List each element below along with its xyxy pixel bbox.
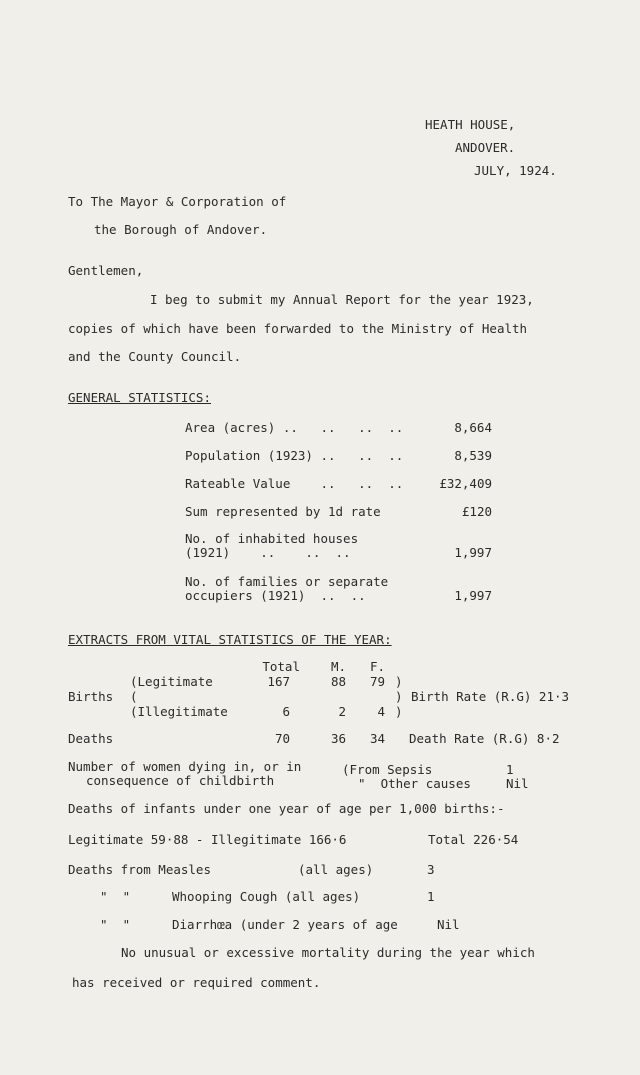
penny-rate-label: Sum represented by 1d rate: [185, 504, 381, 519]
rateable-value-value: £32,409: [439, 476, 492, 491]
vital-statistics-heading: EXTRACTS FROM VITAL STATISTICS OF THE YEAR:: [68, 632, 392, 647]
col-total-header: Total: [262, 659, 300, 674]
maternal-other-value: Nil: [506, 776, 529, 791]
recipient-line-1: To The Mayor & Corporation of: [68, 194, 287, 209]
families-value: 1,997: [454, 588, 492, 603]
legitimate-m: 88: [330, 674, 346, 689]
penny-rate-value: £120: [461, 504, 492, 519]
paren-open: (: [130, 689, 138, 704]
infant-mortality-rates: Legitimate 59·88 - Illegitimate 166·6: [68, 832, 347, 847]
intro-line-1: I beg to submit my Annual Report for the year 1923,: [150, 292, 534, 307]
illegitimate-label: (Illegitimate: [130, 704, 228, 719]
measles-ages: (all ages): [298, 862, 374, 877]
infant-mortality-heading: Deaths of infants under one year of age per 1,000 births:-: [68, 801, 505, 816]
illegitimate-m: 2: [338, 704, 346, 719]
deaths-total: 70: [274, 731, 290, 746]
paren-close-2: ): [395, 689, 403, 704]
legitimate-f: 79: [369, 674, 385, 689]
general-statistics-heading: GENERAL STATISTICS:: [68, 390, 211, 405]
deaths-label: Deaths: [68, 731, 114, 746]
whooping-label: Whooping Cough (all ages): [172, 889, 361, 904]
families-label-2: occupiers (1921) .. ..: [185, 588, 366, 603]
diarrhoea-value: Nil: [437, 917, 460, 932]
deaths-m: 36: [330, 731, 346, 746]
death-rate: Death Rate (R.G) 8·2: [409, 731, 560, 746]
infant-mortality-total: Total 226·54: [428, 832, 519, 847]
maternal-line-2: consequence of childbirth: [86, 773, 275, 788]
whooping-ditto: " ": [100, 889, 131, 904]
birth-rate: Birth Rate (R.G) 21·3: [411, 689, 570, 704]
paren-close-1: ): [395, 674, 403, 689]
measles-value: 3: [427, 862, 435, 877]
address-line-2: ANDOVER.: [455, 140, 516, 155]
diarrhoea-label: Diarrhœa (under 2 years of age: [172, 917, 398, 932]
population-value: 8,539: [454, 448, 492, 463]
maternal-sepsis-label: (From Sepsis: [342, 762, 433, 777]
intro-line-2: copies of which have been forwarded to the Ministry of Health: [68, 321, 528, 336]
families-label: No. of families or separate: [185, 574, 389, 589]
salutation: Gentlemen,: [68, 263, 144, 278]
deaths-f: 34: [369, 731, 385, 746]
address-line-1: HEATH HOUSE,: [425, 117, 516, 132]
measles-label: Deaths from Measles: [68, 862, 211, 877]
illegitimate-total: 6: [282, 704, 290, 719]
legitimate-total: 167: [267, 674, 290, 689]
illegitimate-f: 4: [377, 704, 385, 719]
births-label: Births: [68, 689, 114, 704]
diarrhoea-ditto: " ": [100, 917, 131, 932]
inhabited-houses-label-2: (1921) .. .. ..: [185, 545, 351, 560]
maternal-sepsis-value: 1: [506, 762, 514, 777]
area-label: Area (acres) .. .. .. ..: [185, 420, 404, 435]
area-value: 8,664: [454, 420, 492, 435]
recipient-line-2: the Borough of Andover.: [94, 222, 268, 237]
maternal-line-1: Number of women dying in, or in: [68, 759, 302, 774]
maternal-other-label: " Other causes: [358, 776, 471, 791]
inhabited-houses-value: 1,997: [454, 545, 492, 560]
rateable-value-label: Rateable Value .. .. ..: [185, 476, 404, 491]
intro-line-3: and the County Council.: [68, 349, 242, 364]
closing-line-1: No unusual or excessive mortality during the year which: [121, 945, 535, 960]
whooping-value: 1: [427, 889, 435, 904]
col-f-header: F.: [369, 659, 385, 674]
letter-date: JULY, 1924.: [474, 163, 557, 178]
legitimate-label: (Legitimate: [130, 674, 213, 689]
closing-line-2: has received or required comment.: [72, 975, 321, 990]
population-label: Population (1923) .. .. ..: [185, 448, 404, 463]
col-m-header: M.: [330, 659, 346, 674]
inhabited-houses-label: No. of inhabited houses: [185, 531, 359, 546]
paren-close-3: ): [395, 704, 403, 719]
